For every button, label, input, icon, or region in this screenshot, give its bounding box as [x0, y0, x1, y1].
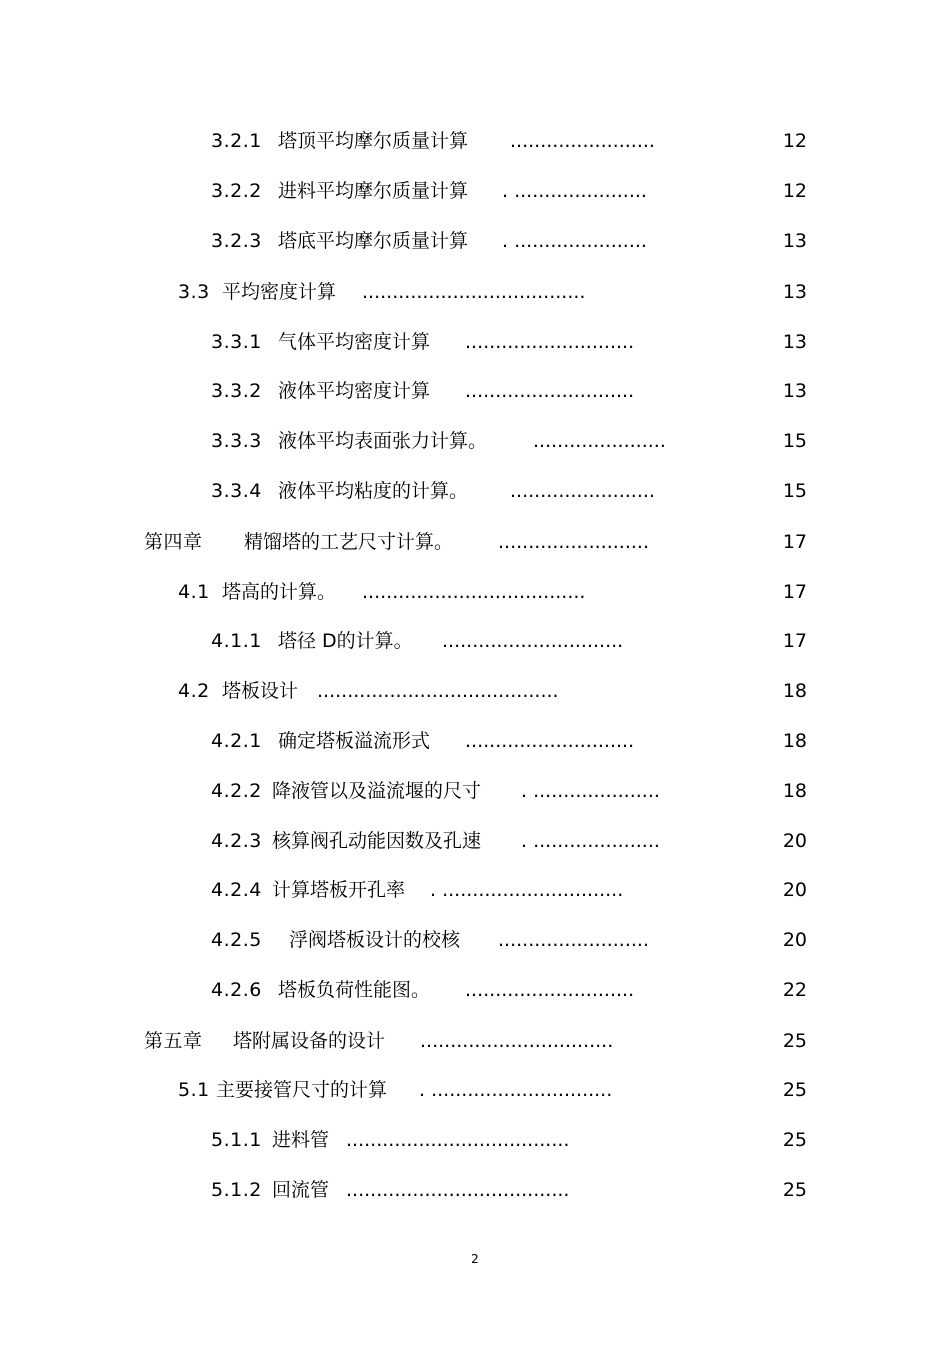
toc-entry-number: 4.2.2 — [211, 780, 262, 802]
toc-leader-dots: . ...................... — [502, 230, 647, 252]
toc-leader-dots: . .............................. — [419, 1079, 613, 1101]
toc-leader-dots: . .............................. — [430, 879, 624, 901]
toc-entry-title: 塔底平均摩尔质量计算 — [278, 230, 469, 252]
toc-entry-title: 进料管 — [272, 1129, 330, 1151]
toc-leader-dots: ......................... — [498, 531, 649, 553]
toc-leader-dots: . ..................... — [521, 780, 660, 802]
toc-entry — [0, 925, 950, 955]
toc-entry — [0, 426, 950, 456]
toc-entry-page: 25 — [782, 1129, 807, 1151]
toc-entry-title: 计算塔板开孔率 — [272, 879, 406, 901]
toc-entry — [0, 1175, 950, 1205]
toc-leader-dots: ...................... — [533, 430, 666, 452]
toc-entry-page: 25 — [782, 1030, 807, 1052]
toc-entry-page: 25 — [782, 1079, 807, 1101]
toc-entry-number: 5.1.1 — [211, 1129, 262, 1151]
toc-entry-title: 塔径 D的计算。 — [278, 630, 413, 652]
toc-entry-page: 22 — [782, 979, 807, 1001]
toc-leader-dots: ..................................... — [362, 581, 586, 603]
toc-entry — [0, 176, 950, 206]
toc-entry-page: 20 — [782, 929, 807, 951]
toc-entry-page: 20 — [782, 830, 807, 852]
toc-entry-number: 4.2.1 — [211, 730, 262, 752]
toc-entry-number: 4.2.3 — [211, 830, 262, 852]
toc-entry — [0, 226, 950, 256]
toc-entry-page: 18 — [782, 730, 807, 752]
toc-entry-title: 主要接管尺寸的计算 — [216, 1079, 388, 1101]
toc-leader-dots: ..................................... — [362, 281, 586, 303]
toc-entry-number: 3.2.3 — [211, 230, 262, 252]
toc-leader-dots: . ...................... — [502, 180, 647, 202]
toc-entry-number: 3.3 — [178, 281, 210, 303]
toc-entry-page: 18 — [782, 780, 807, 802]
toc-entry-title: 气体平均密度计算 — [278, 331, 431, 353]
toc-entry — [0, 1026, 950, 1056]
toc-entry-title: 浮阀塔板设计的校核 — [289, 929, 461, 951]
toc-entry-title: 塔高的计算。 — [222, 581, 337, 603]
toc-entry — [0, 577, 950, 607]
toc-leader-dots: ............................ — [465, 380, 635, 402]
toc-entry-title: 核算阀孔动能因数及孔速 — [272, 830, 482, 852]
toc-entry — [0, 277, 950, 307]
toc-leader-dots: ..................................... — [346, 1129, 570, 1151]
toc-entry-page: 13 — [782, 281, 807, 303]
toc-entry — [0, 676, 950, 706]
toc-leader-dots: ......................... — [498, 929, 649, 951]
toc-entry-title: 降液管以及溢流堰的尺寸 — [272, 780, 482, 802]
page-number: 2 — [471, 1252, 479, 1266]
toc-entry-page: 15 — [782, 430, 807, 452]
toc-leader-dots: ........................ — [510, 130, 655, 152]
toc-entry-number: 3.3.1 — [211, 331, 262, 353]
toc-entry — [0, 875, 950, 905]
toc-leader-dots: ............................ — [465, 331, 635, 353]
toc-entry-page: 18 — [782, 680, 807, 702]
toc-entry-number: 4.2.4 — [211, 879, 262, 901]
toc-entry-title: 塔板负荷性能图。 — [278, 979, 431, 1001]
toc-entry-number: 4.1 — [178, 581, 210, 603]
toc-entry-title: 进料平均摩尔质量计算 — [278, 180, 469, 202]
toc-entry — [0, 1125, 950, 1155]
toc-entry-title: 平均密度计算 — [222, 281, 337, 303]
toc-entry-number: 4.1.1 — [211, 630, 262, 652]
toc-entry-title: 回流管 — [272, 1179, 330, 1201]
toc-entry — [0, 527, 950, 557]
toc-entry — [0, 726, 950, 756]
toc-entry-page: 13 — [782, 230, 807, 252]
toc-entry-page: 13 — [782, 380, 807, 402]
toc-entry-page: 15 — [782, 480, 807, 502]
toc-entry-number: 第五章 — [144, 1030, 203, 1052]
toc-entry-page: 13 — [782, 331, 807, 353]
toc-entry-title: 液体平均粘度的计算。 — [278, 480, 469, 502]
toc-entry — [0, 327, 950, 357]
toc-leader-dots: ............................ — [465, 979, 635, 1001]
toc-entry-number: 5.1 — [178, 1079, 210, 1101]
toc-entry-page: 17 — [782, 531, 807, 553]
toc-entry-number: 3.3.2 — [211, 380, 262, 402]
toc-entry-title: 精馏塔的工艺尺寸计算。 — [244, 531, 454, 553]
toc-leader-dots: .............................. — [442, 630, 624, 652]
toc-entry — [0, 1075, 950, 1105]
toc-entry-page: 17 — [782, 630, 807, 652]
toc-entry-title: 液体平均密度计算 — [278, 380, 431, 402]
toc-entry-page: 25 — [782, 1179, 807, 1201]
toc-entry — [0, 626, 950, 656]
toc-entry — [0, 975, 950, 1005]
toc-entry — [0, 476, 950, 506]
toc-entry-number: 4.2.5 — [211, 929, 262, 951]
toc-leader-dots: ........................................ — [317, 680, 559, 702]
toc-entry-title: 塔板设计 — [222, 680, 299, 702]
toc-entry — [0, 376, 950, 406]
toc-entry-number: 3.3.4 — [211, 480, 262, 502]
toc-entry-number: 5.1.2 — [211, 1179, 262, 1201]
toc-entry — [0, 776, 950, 806]
toc-entry-title: 塔顶平均摩尔质量计算 — [278, 130, 469, 152]
toc-entry-number: 第四章 — [144, 531, 203, 553]
toc-entry-page: 17 — [782, 581, 807, 603]
toc-entry-title: 塔附属设备的设计 — [233, 1030, 386, 1052]
toc-entry-title: 确定塔板溢流形式 — [278, 730, 431, 752]
toc-entry-number: 3.3.3 — [211, 430, 262, 452]
toc-leader-dots: ........................ — [510, 480, 655, 502]
toc-entry-page: 20 — [782, 879, 807, 901]
toc-entry — [0, 126, 950, 156]
toc-leader-dots: ..................................... — [346, 1179, 570, 1201]
toc-entry-number: 4.2.6 — [211, 979, 262, 1001]
toc-entry-number: 3.2.2 — [211, 180, 262, 202]
toc-leader-dots: ............................ — [465, 730, 635, 752]
toc-entry — [0, 826, 950, 856]
toc-entry-title: 液体平均表面张力计算。 — [278, 430, 488, 452]
toc-entry-number: 3.2.1 — [211, 130, 262, 152]
toc-leader-dots: . ..................... — [521, 830, 660, 852]
toc-entry-page: 12 — [782, 130, 807, 152]
toc-entry-page: 12 — [782, 180, 807, 202]
toc-leader-dots: ................................ — [420, 1030, 614, 1052]
toc-entry-number: 4.2 — [178, 680, 210, 702]
